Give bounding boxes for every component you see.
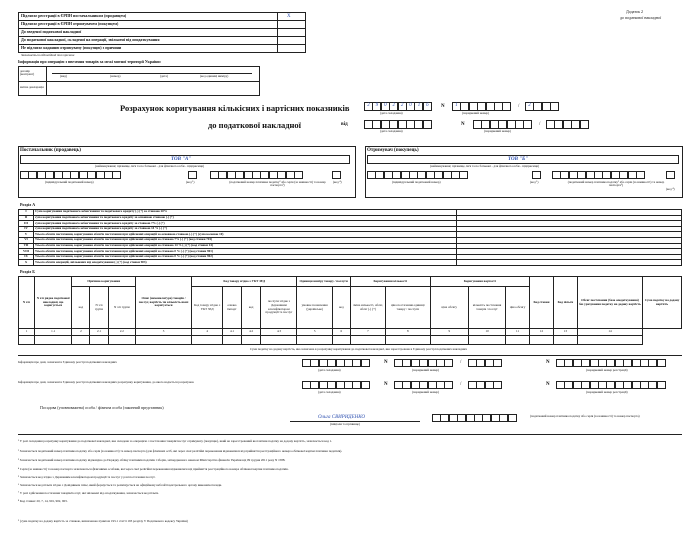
col-number: 3 [136, 329, 192, 336]
section-a-text: Усього обсяги постачання, коригування обсягів постачання при здійсненні операцій за ставкою 14 % (-) (+) (код ставки 14) [34, 243, 457, 249]
col-number: 5 [297, 329, 332, 336]
col-number: 13 [553, 329, 577, 336]
number-suffix-cells[interactable]: 2 [525, 102, 559, 111]
footnote: ⁹ (сума податку на додану вартість за ставкою, визначеною пунктом 193.1 статті 193 розділу V Податкового кодексу України) [18, 519, 188, 523]
sub-qty-change: зміна кількості, обсяг, обсяг (-) (+) [350, 287, 385, 329]
section-a-num: VIII [19, 249, 34, 255]
check-label-1: Підлягає реєстрації в ЄРПН постачальником (продавцем) [21, 13, 127, 18]
check-label-5: Не підлягає наданню отримувачу (покупцю) з причини [21, 45, 122, 50]
section-a-text: Усього обсяги постачання, коригування обсягів постачання при здійсненні операцій за основною ставкою (-) (+) (сума колонок 10) [34, 232, 457, 238]
buyer-kod2-caption: (код ⁴) [666, 187, 675, 191]
info2-slash: / [460, 382, 462, 387]
contract-sub-number: (номер) [110, 74, 121, 78]
date-caption-2: (дата складання) [380, 129, 403, 133]
table-cell-empty[interactable] [108, 336, 135, 345]
sub-group2: N з/п групи [108, 287, 135, 329]
info2-suffix-cells[interactable] [468, 381, 502, 389]
buyer-kod-cells[interactable] [532, 171, 540, 179]
slash-1: / [518, 104, 520, 109]
signer-payer-caption: (податковий номер платника податку або серія (за наявності) та номер паспорта) [530, 414, 640, 418]
info1-suffix-cells[interactable] [468, 359, 502, 367]
col-number: 11 [506, 329, 530, 336]
n-label-1: N [441, 104, 445, 109]
number-caption-1: (порядковий номер) [462, 111, 490, 115]
col-number: 7 [350, 329, 385, 336]
slash-2: / [539, 122, 541, 127]
sub-import: ознака імпорт [223, 287, 241, 329]
table-cell-empty[interactable] [34, 336, 71, 345]
section-a-text: Сума коригування податкового зобов'язання та податкового кредиту (-) (+) за ставкою 20% [34, 210, 457, 216]
table-cell-empty[interactable] [192, 336, 223, 345]
section-a-title: Розділ А [20, 202, 36, 207]
buyer-name: ТОВ "Б" [508, 157, 528, 162]
col-number: 12 [530, 329, 554, 336]
col-number: 2.1 [90, 329, 108, 336]
check-label-3: До зведеної податкової накладної [21, 29, 82, 34]
col-number: 1.1 [34, 329, 71, 336]
section-a-num: IV [19, 226, 34, 232]
seller-header: Постачальник (продавець) [20, 148, 81, 153]
sub-group: N з/п групи [90, 287, 108, 329]
seller-ipn-caption: (індивідуальний податковий номер) [45, 180, 94, 184]
info2-reg-cells[interactable] [556, 381, 665, 389]
buyer-payer-cells[interactable] [552, 171, 644, 179]
col-number: 8 [386, 329, 431, 336]
buyer-ipn-caption: (індивідуальний податковий номер) [392, 180, 441, 184]
seller-name-caption: (найменування; прізвище, ім'я та по батькові - для фізичної особи - підприємця) [95, 164, 204, 168]
footnote: ⁴ Серія (за наявності) та номер паспорта зазначаються фізичними особами, які через свої релігійні переконання відмовилися від прийняття реєстраційного номера облікової картки платника податків. [18, 467, 289, 471]
col-head-benefit: Код пільги [553, 277, 577, 329]
contract-sub-unit: (код одиниці виміру) [200, 74, 229, 78]
contract-sub-date: (дата) [160, 74, 168, 78]
info2-num-cells[interactable] [394, 381, 453, 389]
table-cell-empty[interactable] [350, 336, 385, 345]
footnote: ⁷ У разі здійснення постачання товарів/послуг, які звільнені від оподаткування, зазначається код пільги. [18, 491, 159, 495]
section-a-num: VI [19, 237, 34, 243]
seller-payer-caption: (податковий номер платника податку² або серія (за наявності) та номер паспорта³) [229, 180, 326, 188]
info1-date-cells[interactable] [302, 359, 369, 367]
sub-kod: код [72, 287, 90, 329]
col-head-base: Обсяг постачання (база оподаткування) без урахування податку на додану вартість [577, 277, 642, 329]
col-head-row: N з/п рядка податкової накладної, що коригується [34, 277, 71, 329]
check-mark[interactable]: Х [287, 14, 291, 19]
col-head-reason: Причина коригування [72, 277, 136, 287]
buyer-payer-caption: (податковий номер платника податку² або серія (за наявності) та номер паспорта³) [567, 180, 665, 188]
signer-payer-cells[interactable] [432, 414, 516, 422]
sub-val-extra: ціна обсягу [506, 287, 530, 329]
table-cell-empty[interactable] [468, 336, 505, 345]
info2-reg-cap: (порядковий номер реєстрації) [586, 390, 628, 394]
section-a-num: III [19, 221, 34, 227]
col-number: 4.3 [261, 329, 297, 336]
info1-reg-cap: (порядковий номер реєстрації) [586, 368, 628, 372]
col-head-code: Код товару згідно з УКТ ЗЕД [192, 277, 297, 287]
buyer-header: Отримувач (покупець) [367, 148, 419, 153]
info1-num-cap: (порядковий номер) [412, 368, 440, 372]
col-number: 14 [577, 329, 642, 336]
section-a-num: V [19, 232, 34, 238]
buyer-kod-caption: (код ¹) [530, 180, 539, 184]
appendix-line1: Додаток 2 [626, 9, 643, 14]
n-label-2: N [461, 122, 465, 127]
table-cell-empty[interactable] [297, 336, 332, 345]
col-head-desc: Опис (номенклатура) товарів / послуг, вартість чи кількість яких коригується [136, 277, 192, 329]
section-a-text: Усього обсяги операцій, звільнених від оподаткування (-) (+) (код ставки 903) [34, 260, 457, 266]
form-title-line1: Розрахунок коригування кількісних і вартісних показників [120, 103, 350, 113]
col-number: 4.2 [241, 329, 261, 336]
sub-qty-price: ціна постачання одиниці товару / послуги [386, 287, 431, 329]
info-line1: Інформація про дані, зазначені в Єдиному реєстрі податкових накладних [18, 360, 117, 364]
sub-unit-code: код [332, 287, 350, 329]
section-a-table [18, 209, 682, 266]
info1-date-cap: (дата складання) [318, 368, 341, 372]
footnote: ⁵ Зазначається код згідно з Державним класифікатором продукції та послуг у разі постачання послуг. [18, 475, 156, 479]
col-number: 9 [430, 329, 468, 336]
section-a-num: X [19, 260, 34, 266]
date-caption-1: (дата складання) [380, 111, 403, 115]
customs-decl-label: митна декларація [20, 85, 44, 89]
footnote: ⁶ Зазначається код пільги згідно з Довідником пільг, який формується та розміщується на офіційному вебсайті центрального органу виконавчої влади. [18, 483, 222, 487]
info-line2: Інформація про дані, зазначені в Єдиному реєстрі податкових накладних розрахунку коригування, до якого надається розрахунок [18, 380, 194, 384]
sub-count: код [241, 287, 261, 329]
table-cell-empty[interactable] [72, 336, 90, 345]
footnote: ¹ У разі складання розрахунку коригування до податкової накладної, яка складена за операцією з постачання товарів/послуг отримувачу (покупцю), який не зареєстрований як платник податку на додану вартість, зазначається код 1. [18, 439, 333, 443]
from-label: від [341, 122, 348, 127]
section-a-text: Усього обсяги постачання, коригування обсягів постачання при здійсненні операцій за ставкою 0 % (-) (+) (код ставки 901) [34, 249, 457, 255]
sub-uktzed: Код товару згідно з УКТ ЗЕД [192, 287, 223, 329]
col-number: 4 [192, 329, 223, 336]
number-cells-2[interactable] [473, 120, 532, 129]
table-cell-empty[interactable] [553, 336, 577, 345]
table-cell-empty[interactable] [136, 336, 192, 345]
buyer-kod2-cells[interactable] [666, 171, 674, 179]
section-a-text: Усього обсяги постачання, коригування обсягів постачання при здійсненні операцій за ставкою 7% (-) (+) (код ставки 701) [34, 237, 457, 243]
number-cells-1[interactable]: 1 [452, 102, 511, 111]
seller-kod-caption: (код ¹) [186, 180, 195, 184]
table-cell-empty[interactable] [530, 336, 554, 345]
col-head-unit: Одиниця виміру товару / послуги [297, 277, 350, 287]
check-label-4: До податкової накладної, складеної на операції, звільнені від оподаткування [21, 37, 160, 42]
check-label-2: Підлягає реєстрації в ЄРПН отримувачем (покупцем) [21, 21, 119, 26]
form-title-line2: до податкової накладної [208, 120, 302, 130]
col-number: 6 [332, 329, 350, 336]
table-cell-empty[interactable] [386, 336, 431, 345]
signer-name: Ольга СВИРИДЕНКО [318, 415, 365, 420]
contract-label: договір (контракт) [20, 69, 35, 77]
table-cell-empty[interactable] [577, 336, 642, 345]
footnote: ⁸ Код ставки: 20, 7, 14, 901, 902, 903. [18, 499, 68, 503]
table-cell-empty[interactable] [332, 336, 350, 345]
col-number: 4.1 [223, 329, 241, 336]
seller-name: ТОВ "А" [171, 157, 192, 162]
section-a-text: сума коригування податкового зобов'язання та податкового кредиту за ставкою 14 % (-) (+) [34, 226, 457, 232]
table-cell-empty[interactable] [241, 336, 261, 345]
table-cell-empty[interactable] [506, 336, 530, 345]
section-a-text: Усього обсяги постачання, коригування обсягів постачання при здійсненні операцій за ставкою 0 % (-) (+) (код ставки 902) [34, 254, 457, 260]
info2-n: N [384, 382, 388, 387]
info1-num-cells[interactable] [394, 359, 453, 367]
footnote: ² Зазначається податковий номер платника податку або серія (за наявності) та номер паспорта (для фізичних осіб, які через свої релігійні переконання відмовилися від прийняття реєстраційного номера облікової картки платника податків). [18, 449, 343, 453]
table-cell-empty[interactable] [19, 336, 35, 345]
footnote: ³ Зазначається податковий номер платника податку відповідно до Порядку обліку платників податків і зборів, затвердженого наказом Міністерства фінансів України від 09 грудня 2011 року N 1588. [18, 458, 286, 462]
number-suffix-cells-2[interactable] [546, 120, 588, 129]
reason-hint: Зазначається відповідний тип причини [21, 53, 75, 57]
section-a-num: IX [19, 254, 34, 260]
section-a-text: сума коригування податкового зобов'язання та податкового кредиту за ставкою 7% (-) (+) [34, 221, 457, 227]
customs-info-label: Інформація про операцію з ввезення товарів за межі митної території України: [18, 59, 162, 64]
sub-val-count: кількість постачання товарів / послуг [468, 287, 505, 329]
col-head-vat: Сума податку на додану вартість [643, 277, 682, 329]
seller-payer-cells[interactable] [210, 171, 302, 179]
section-a-value[interactable] [457, 260, 682, 266]
table-cell-empty[interactable] [90, 336, 108, 345]
col-number: 2.2 [108, 329, 135, 336]
date-cells-1[interactable]: 2 9 0 2 2 0 1 6 [364, 102, 431, 111]
buyer-name-caption: (найменування; прізвище, ім'я та по батькові - для фізичної особи - підприємця) [430, 164, 539, 168]
table-cell-empty[interactable] [261, 336, 297, 345]
section-a-num: II [19, 215, 34, 221]
sub-services: послуги згідно з Державним класифікатором продукції та послуг [261, 287, 297, 329]
seller-kod2-cells[interactable] [332, 171, 340, 179]
col-head-n: N з/п [19, 277, 35, 329]
col-head-rate: Код ставки [530, 277, 554, 329]
col-number: 2 [72, 329, 90, 336]
number-caption-2: (порядковий номер) [484, 129, 512, 133]
contract-sub-type: (вид) [60, 74, 67, 78]
info2-date-cells[interactable] [302, 381, 369, 389]
sub-unit-name: умовне позначення (українське) [297, 287, 332, 329]
col-head-value: Коригування вартості [430, 277, 530, 287]
seller-kod2-caption: (код ⁴) [333, 180, 342, 184]
appendix-line2: до податкової накладної [620, 15, 662, 20]
table-cell-empty[interactable] [223, 336, 241, 345]
section-a-num: I [19, 210, 34, 216]
sub-val-price: ціна обсягу [430, 287, 468, 329]
info1-slash: / [460, 360, 462, 365]
seller-kod-cells[interactable] [188, 171, 196, 179]
section-a-text: сума коригування податкового зобов'язання та податкового кредиту за основною ставкою (-) (+) [34, 215, 457, 221]
info2-date-cap: (дата складання) [318, 390, 341, 394]
info1-n: N [384, 360, 388, 365]
signer-label: Посадова (уповноважена) особа / фізична особа (законний представник) [40, 405, 164, 410]
col-number: 10 [468, 329, 505, 336]
signer-caption: (ініціали та прізвище) [330, 422, 360, 426]
col-head-qty: Коригування кількості [350, 277, 430, 287]
date-cells-2[interactable] [364, 120, 431, 129]
section-b-table [18, 276, 682, 345]
section-b-title: Розділ Б [20, 269, 35, 274]
seller-ipn-cells[interactable] [20, 171, 121, 179]
info2-num-cap: (порядковий номер) [412, 390, 440, 394]
section-a-num: VII [19, 243, 34, 249]
col-number: 1 [19, 329, 35, 336]
table-cell-empty[interactable] [430, 336, 468, 345]
sum-note: Сума податку на додану вартість, яка зазначена в розрахунку коригування до податкової накладної, яка зареєстрована в Єдиному реєстрі податкових накладних [250, 347, 467, 351]
info1-reg-cells[interactable] [556, 359, 665, 367]
info2-n2: N [546, 382, 550, 387]
buyer-ipn-cells[interactable] [367, 171, 468, 179]
section-a-row [19, 260, 682, 266]
info1-n2: N [546, 360, 550, 365]
